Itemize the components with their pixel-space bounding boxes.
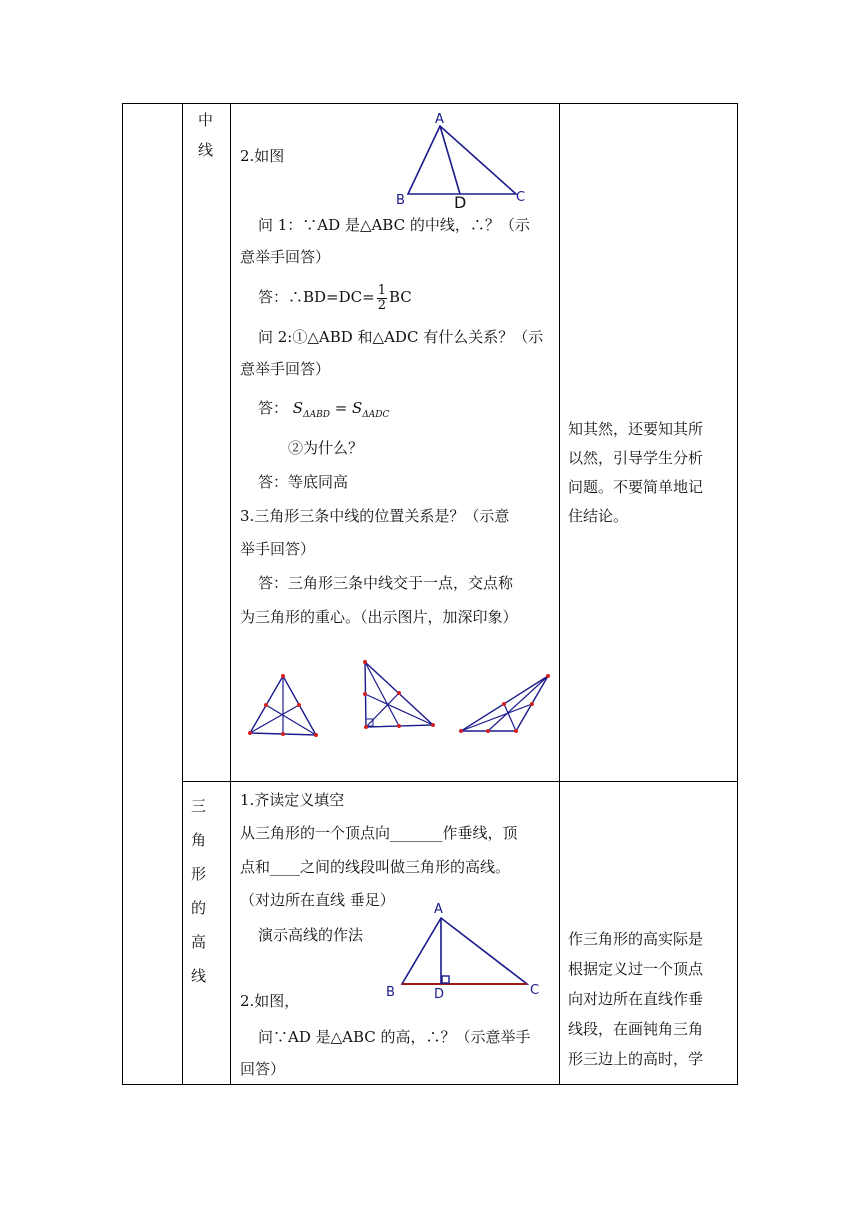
table-divider-2 [230,103,231,1085]
altitude-def-3: （对边所在直线 垂足） [240,891,395,909]
svg-text:D: D [454,193,467,210]
svg-text:A: A [434,902,443,917]
median-question-1b: 意举手回答） [240,248,331,266]
altitude-demo: 演示高线的作法 [258,926,364,944]
centroid-figures [240,650,555,750]
altitude-question-1b: 回答） [240,1060,286,1078]
median-answer-3b: 为三角形的重心。（出示图片，加深印象） [240,608,518,626]
row-divider [182,781,738,782]
altitude-item2: 2.如图， [240,992,300,1010]
median-question-2b: 意举手回答） [240,360,331,378]
median-question-2: 问 2:①△ABD 和△ADC 有什么关系？（示 [258,328,544,346]
svg-text:C: C [530,983,540,998]
median-item2: 2.如图 [240,147,285,165]
svg-text:C: C [516,190,526,205]
table-border-top [122,103,738,104]
altitude-triangle-figure [380,898,550,1003]
median-triangle-figure [388,110,538,210]
altitude-teaching-note: 作三角形的高实际是 根据定义过一个顶点 向对边所在直线作垂 线段，在画钝角三角 形三边上的高时，学 [568,930,704,1068]
table-border-right [737,103,738,1085]
median-question-1: 问 1：∵AD 是△ABC 的中线，∴？（示 [258,216,530,234]
altitude-item1: 1.齐读定义填空 [240,791,345,809]
median-answer-2: 答： $S_{\Delta ABD} = S_{\Delta ADC}$ [258,399,390,420]
row-label-median: 中 线 [198,111,214,159]
table-divider-1 [182,103,183,1085]
median-item3: 3.三角形三条中线的位置关系是？（示意 [240,507,510,525]
altitude-def-1: 从三角形的一个顶点向_______作垂线，顶 [240,824,518,842]
svg-text:B: B [396,193,405,208]
svg-text:A: A [435,112,444,127]
table-border-left [122,103,123,1085]
table-border-bottom [122,1084,738,1085]
altitude-def-2: 点和____之间的线段叫做三角形的高线。 [240,858,511,876]
median-question-2c: ②为什么？ [288,439,364,457]
row-label-altitude: 三 角 形 的 高 线 [191,797,207,985]
table-divider-3 [559,103,560,1085]
median-item3b: 举手回答） [240,540,316,558]
altitude-question-1: 问∵AD 是△ABC 的高，∴？（示意举手 [258,1028,531,1046]
median-teaching-note: 知其然，还要知其所 以然，引导学生分析 问题。不要简单地记 住结论。 [568,420,704,525]
median-answer-2c: 答：等底同高 [258,473,349,491]
svg-text:D: D [434,987,445,1002]
median-answer-3: 答：三角形三条中线交于一点，交点称 [258,574,514,592]
svg-text:B: B [386,985,395,1000]
median-answer-1: 答：∴BD=DC= $\frac{1}{2}$ BC [258,282,412,313]
